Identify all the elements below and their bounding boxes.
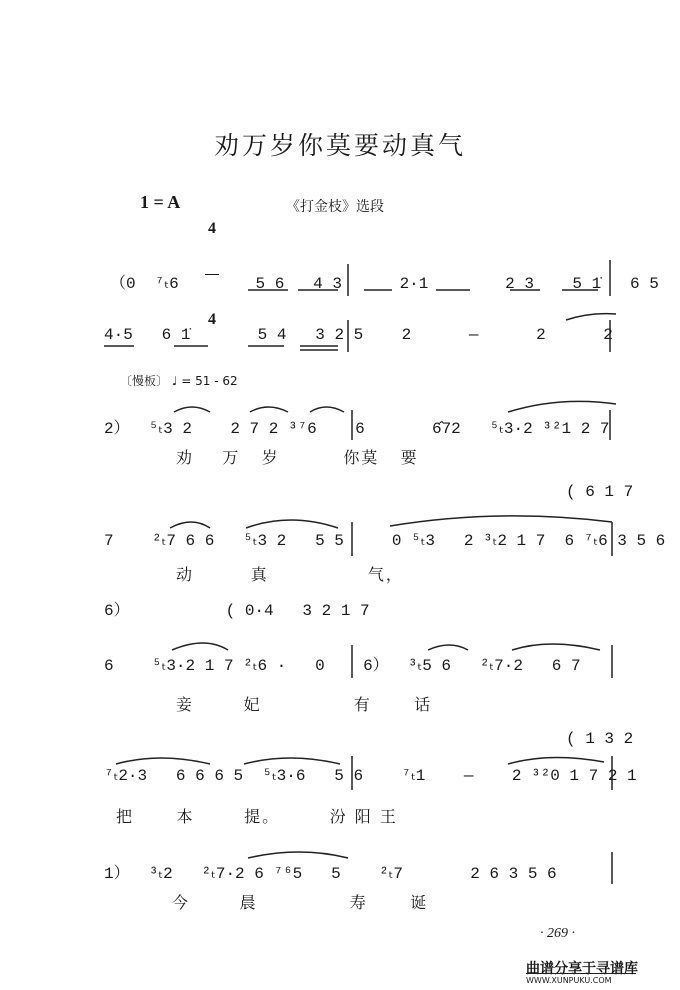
slur (244, 758, 340, 764)
slur (512, 644, 600, 650)
notation-line-7: 1） ³ₜ2 ²ₜ7·2 6 ⁷⁶5 5 ²ₜ7 2 6 3 5 6 (104, 865, 557, 883)
instrumental-cue-5: 6） ( 0·4 3 2 1 7 (104, 602, 370, 620)
lyric-line-6: 把 本 提。 汾 阳 王 (116, 807, 398, 826)
slur (310, 407, 344, 412)
lyric-line-7: 今 晨 寿 诞 (172, 893, 429, 912)
slur (248, 852, 348, 858)
notation-line-5: 6 ⁵ₜ3·2 1 7 ²ₜ6 · 0 6） ³ₜ5 6 ²ₜ7·2 6 7 (104, 657, 581, 675)
source-note: 《打金枝》选段 (286, 199, 384, 215)
notation-line-2: 4·5 6 1̇ 5 4 3 2 5 2 — 2 2 (104, 326, 613, 344)
notation-line-6: ⁷ₜ2·3 6 6 6 5 ⁵ₜ3·6 5 6 ⁷ₜ1 — 2 ³²0 1 7 2 1 (104, 767, 637, 785)
slur (174, 407, 210, 412)
slur (250, 407, 288, 412)
notation-line-3: 2） ⁵ₜ3 2 2 7 2 ³⁷6 6 6̂72 ⁵ₜ3·2 ³²1 2 7 (104, 420, 610, 438)
slur (428, 645, 468, 650)
meter-top: 4 (208, 220, 216, 237)
slur (566, 314, 616, 320)
notation-line-4: 7 ²ₜ7 6 6 ⁵ₜ3 2 5 5 0 ⁵ₜ3 2 ³ₜ2 1 7 6 ⁷ₜ6 3 5 6 (104, 532, 666, 550)
lyric-line-3: 劝 万 岁 你莫 要 (176, 448, 419, 467)
lyric-line-4: 动 真 气， (176, 565, 404, 584)
instrumental-cue-6: ( 1 3 2 (566, 730, 634, 748)
key-signature: 1 = A (140, 192, 181, 212)
tempo-marking: 〔慢板〕 ♩ = 51 - 62 (120, 374, 238, 388)
instrumental-cue-4: ( 6 1 7 (566, 483, 634, 501)
slur (390, 516, 612, 526)
slur (170, 522, 210, 528)
slur (172, 643, 228, 650)
slur (246, 520, 338, 528)
lyric-line-5: 妾 妃 有 话 (176, 695, 433, 714)
notation-line-1: （0 ⁷ₜ6 5 6 4 3 2·1 2 3 5 1̇ 6 5 (110, 275, 659, 293)
page-number: · 269 · (540, 926, 575, 941)
page-title: 劝万岁你莫要动真气 (213, 131, 466, 160)
watermark-text: 曲谱分享于寻谱库 (526, 961, 638, 977)
watermark-divider (526, 973, 636, 974)
meter-bottom: 4 (208, 311, 216, 328)
slur (508, 757, 604, 764)
slur (508, 401, 616, 412)
slur (116, 758, 210, 764)
watermark-url: WWW.XUNPUKU.COM (526, 976, 612, 985)
